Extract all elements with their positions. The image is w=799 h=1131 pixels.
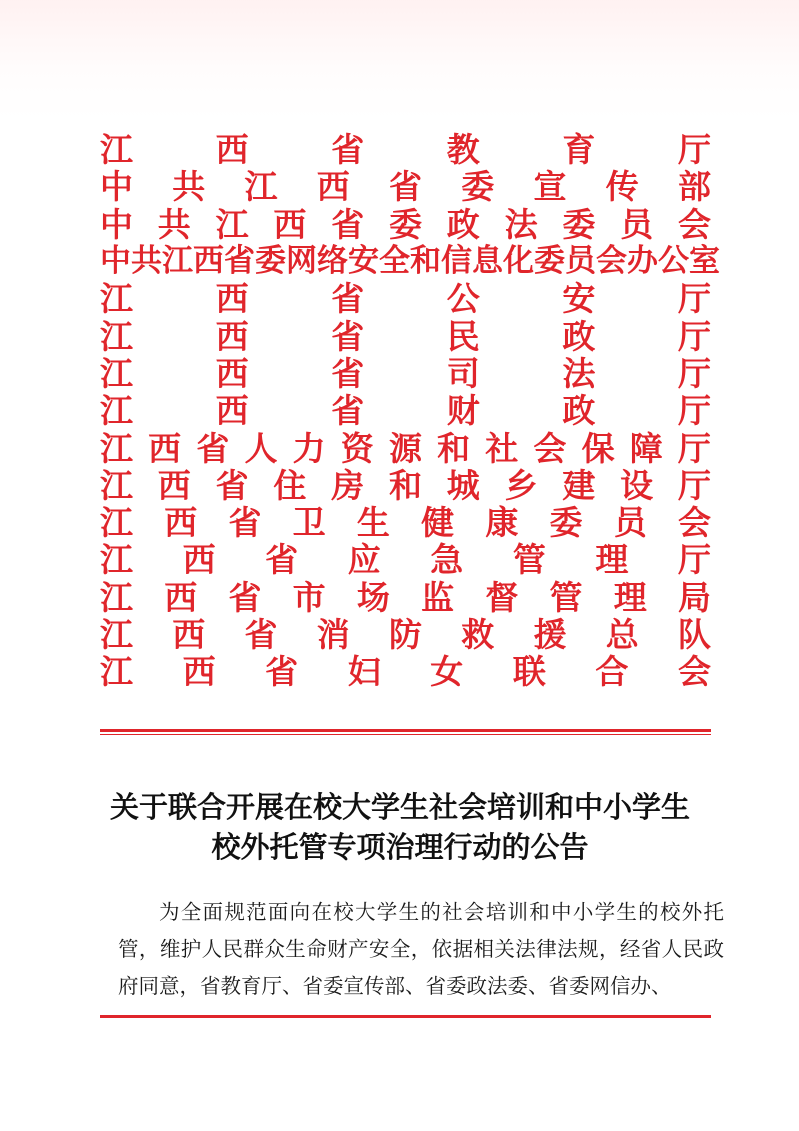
issuer-char: 中 (100, 204, 133, 244)
issuer-char: 资 (340, 428, 374, 468)
issuer-line (100, 131, 711, 168)
issuer-char: 督 (485, 577, 519, 617)
issuer-char: 西 (316, 167, 350, 207)
issuer-char: 政 (562, 316, 596, 356)
issuer-char: 理 (613, 577, 647, 617)
issuer-char: 康 (485, 503, 519, 543)
issuer-char: 西 (182, 652, 216, 692)
issuer-char: 保 (581, 428, 615, 468)
issuer-char: 妇 (347, 652, 381, 692)
issuer-char: 设 (620, 465, 654, 505)
issuer-char: 队 (678, 615, 711, 654)
issuer-char: 厅 (677, 540, 711, 580)
issuer-char: 员 (613, 503, 647, 543)
issuer-char: 监 (421, 577, 455, 617)
issuing-authorities-header (100, 130, 720, 692)
issuer-char: 安 (562, 279, 596, 319)
issuer-line (100, 280, 711, 317)
issuer-char: 省 (228, 577, 262, 617)
issuer-char: 西 (215, 130, 249, 170)
issuer-char: 厅 (677, 465, 711, 505)
issuer-char: 西 (172, 615, 206, 654)
title-line-2: 校外托管专项治理行动的公告 (211, 830, 589, 864)
issuer-char: 西 (148, 428, 182, 468)
issuer-char: 司 (446, 353, 480, 393)
issuer-char: 财 (446, 391, 480, 431)
issuer-char: 江 (215, 204, 249, 244)
issuer-char: 江 (100, 353, 133, 393)
issuer-char: 管 (512, 540, 546, 580)
issuer-char: 公 (658, 243, 689, 280)
issuer-line (100, 317, 711, 354)
issuer-char: 源 (388, 428, 422, 468)
issuer-char: 法 (504, 204, 538, 244)
issuer-char: 中 (100, 167, 133, 207)
issuer-char: 员 (620, 204, 654, 244)
issuer-char: 场 (356, 577, 390, 617)
issuer-char: 员 (565, 243, 596, 280)
issuer-line (100, 579, 711, 616)
issuer-char: 省 (196, 428, 230, 468)
issuer-char: 共 (172, 167, 206, 207)
document-title (80, 787, 720, 867)
issuer-char: 力 (292, 428, 326, 468)
issuer-char: 总 (605, 615, 639, 654)
issuer-char: 合 (595, 652, 629, 692)
body-paragraph: 为全面规范面向在校大学生的社会培训和中小学生的校外托管，维护人民群众生命财产安全，依据相关法律法规，经省人民政府同意，省教育厅、省委宣传部、省委政法委、省委网信办、 (118, 900, 724, 998)
issuer-char: 房 (331, 465, 365, 505)
issuer-char: 乡 (504, 465, 538, 505)
issuer-char: 省 (331, 204, 365, 244)
issuer-char: 西 (215, 279, 249, 319)
issuer-char: 西 (164, 503, 198, 543)
issuer-line (100, 653, 711, 690)
issuer-char: 西 (215, 391, 249, 431)
issuer-char: 江 (100, 130, 133, 170)
issuer-char: 城 (446, 465, 480, 505)
issuer-char: 网 (286, 243, 317, 280)
issuer-char: 江 (100, 465, 133, 505)
red-rule-thick (100, 729, 711, 732)
issuer-char: 江 (100, 279, 133, 319)
issuer-char: 厅 (677, 353, 711, 393)
issuer-char: 会 (677, 652, 711, 692)
issuer-char: 法 (562, 353, 596, 393)
issuer-char: 西 (215, 316, 249, 356)
issuer-char: 江 (100, 652, 133, 692)
issuer-char: 教 (446, 130, 480, 170)
issuer-char: 省 (331, 353, 365, 393)
issuer-char: 厅 (677, 279, 711, 319)
issuer-line (100, 429, 711, 466)
issuer-char: 西 (215, 353, 249, 393)
issuer-char: 住 (273, 465, 307, 505)
issuer-char: 省 (265, 652, 299, 692)
issuer-char: 障 (629, 428, 663, 468)
issuer-char: 会 (677, 204, 711, 244)
issuer-char: 共 (131, 243, 162, 280)
issuer-char: 和 (410, 243, 441, 280)
issuer-line (100, 504, 711, 541)
issuer-char: 健 (421, 503, 455, 543)
issuer-line (100, 392, 711, 429)
issuer-char: 省 (331, 316, 365, 356)
issuer-char: 政 (446, 204, 480, 244)
issuer-line (100, 168, 711, 205)
issuer-char: 管 (549, 577, 583, 617)
issuer-char: 厅 (677, 428, 711, 468)
issuer-char: 会 (533, 428, 567, 468)
issuer-char: 政 (562, 391, 596, 431)
issuer-char: 省 (331, 279, 365, 319)
issuer-char: 援 (533, 615, 567, 654)
issuer-char: 江 (244, 167, 278, 207)
issuer-char: 省 (265, 540, 299, 580)
issuer-char: 西 (157, 465, 191, 505)
issuer-char: 委 (461, 167, 495, 207)
issuer-char: 会 (596, 243, 627, 280)
issuer-char: 江 (100, 577, 133, 617)
issuer-char: 建 (562, 465, 596, 505)
issuer-char: 厅 (677, 316, 711, 356)
issuer-char: 西 (164, 577, 198, 617)
issuer-char: 西 (193, 243, 224, 280)
red-separator-rule (100, 729, 711, 735)
issuer-char: 女 (430, 652, 464, 692)
issuer-char: 江 (162, 243, 193, 280)
issuer-char: 应 (347, 540, 381, 580)
issuer-char: 委 (534, 243, 565, 280)
issuer-char: 省 (224, 243, 255, 280)
issuer-line (100, 355, 711, 392)
issuer-char: 和 (388, 465, 422, 505)
issuer-char: 育 (562, 130, 596, 170)
issuer-char: 省 (244, 615, 278, 654)
issuer-char: 省 (331, 130, 365, 170)
issuer-char: 西 (273, 204, 307, 244)
issuer-char: 民 (446, 316, 480, 356)
issuer-char: 和 (437, 428, 471, 468)
issuer-char: 局 (677, 577, 711, 617)
issuer-char: 络 (317, 243, 348, 280)
issuer-char: 省 (389, 167, 422, 207)
issuer-line (100, 243, 720, 280)
issuer-char: 部 (678, 167, 711, 207)
issuer-char: 理 (595, 540, 629, 580)
issuer-char: 委 (388, 204, 422, 244)
bottom-red-rule (100, 1015, 711, 1018)
issuer-char: 中 (100, 243, 131, 280)
issuer-char: 会 (677, 503, 711, 543)
issuer-char: 急 (430, 540, 464, 580)
issuer-line (100, 467, 711, 504)
issuer-char: 联 (512, 652, 546, 692)
issuer-char: 传 (605, 167, 639, 207)
issuer-char: 室 (689, 243, 720, 280)
issuer-char: 共 (157, 204, 191, 244)
issuer-char: 宣 (533, 167, 567, 207)
issuer-char: 江 (100, 615, 133, 654)
issuer-line (100, 541, 711, 578)
issuer-char: 省 (228, 503, 262, 543)
issuer-char: 委 (562, 204, 596, 244)
issuer-line (100, 616, 711, 653)
issuer-char: 省 (215, 465, 249, 505)
issuer-char: 社 (485, 428, 519, 468)
issuer-char: 化 (503, 243, 534, 280)
issuer-char: 全 (379, 243, 410, 280)
issuer-line (100, 206, 711, 243)
issuer-char: 厅 (677, 130, 711, 170)
issuer-char: 委 (549, 503, 583, 543)
issuer-char: 厅 (677, 391, 711, 431)
issuer-char: 江 (100, 503, 133, 543)
issuer-char: 防 (389, 615, 422, 654)
issuer-char: 江 (100, 391, 133, 431)
issuer-char: 江 (100, 428, 133, 468)
issuer-char: 生 (356, 503, 390, 543)
issuer-char: 安 (348, 243, 379, 280)
title-line-1: 关于联合开展在校大学生社会培训和中小学生 (109, 790, 690, 824)
issuer-char: 息 (472, 243, 503, 280)
issuer-char: 江 (100, 316, 133, 356)
document-body (118, 894, 724, 1005)
issuer-char: 人 (244, 428, 278, 468)
issuer-char: 信 (441, 243, 472, 280)
issuer-char: 救 (461, 615, 495, 654)
issuer-char: 消 (316, 615, 350, 654)
issuer-char: 委 (255, 243, 286, 280)
issuer-char: 江 (100, 540, 133, 580)
issuer-char: 市 (292, 577, 326, 617)
issuer-char: 省 (331, 391, 365, 431)
red-rule-thin (100, 734, 711, 735)
issuer-char: 西 (182, 540, 216, 580)
show-through-background (0, 0, 799, 120)
issuer-char: 公 (446, 279, 480, 319)
issuer-char: 办 (627, 243, 658, 280)
issuer-char: 卫 (292, 503, 326, 543)
